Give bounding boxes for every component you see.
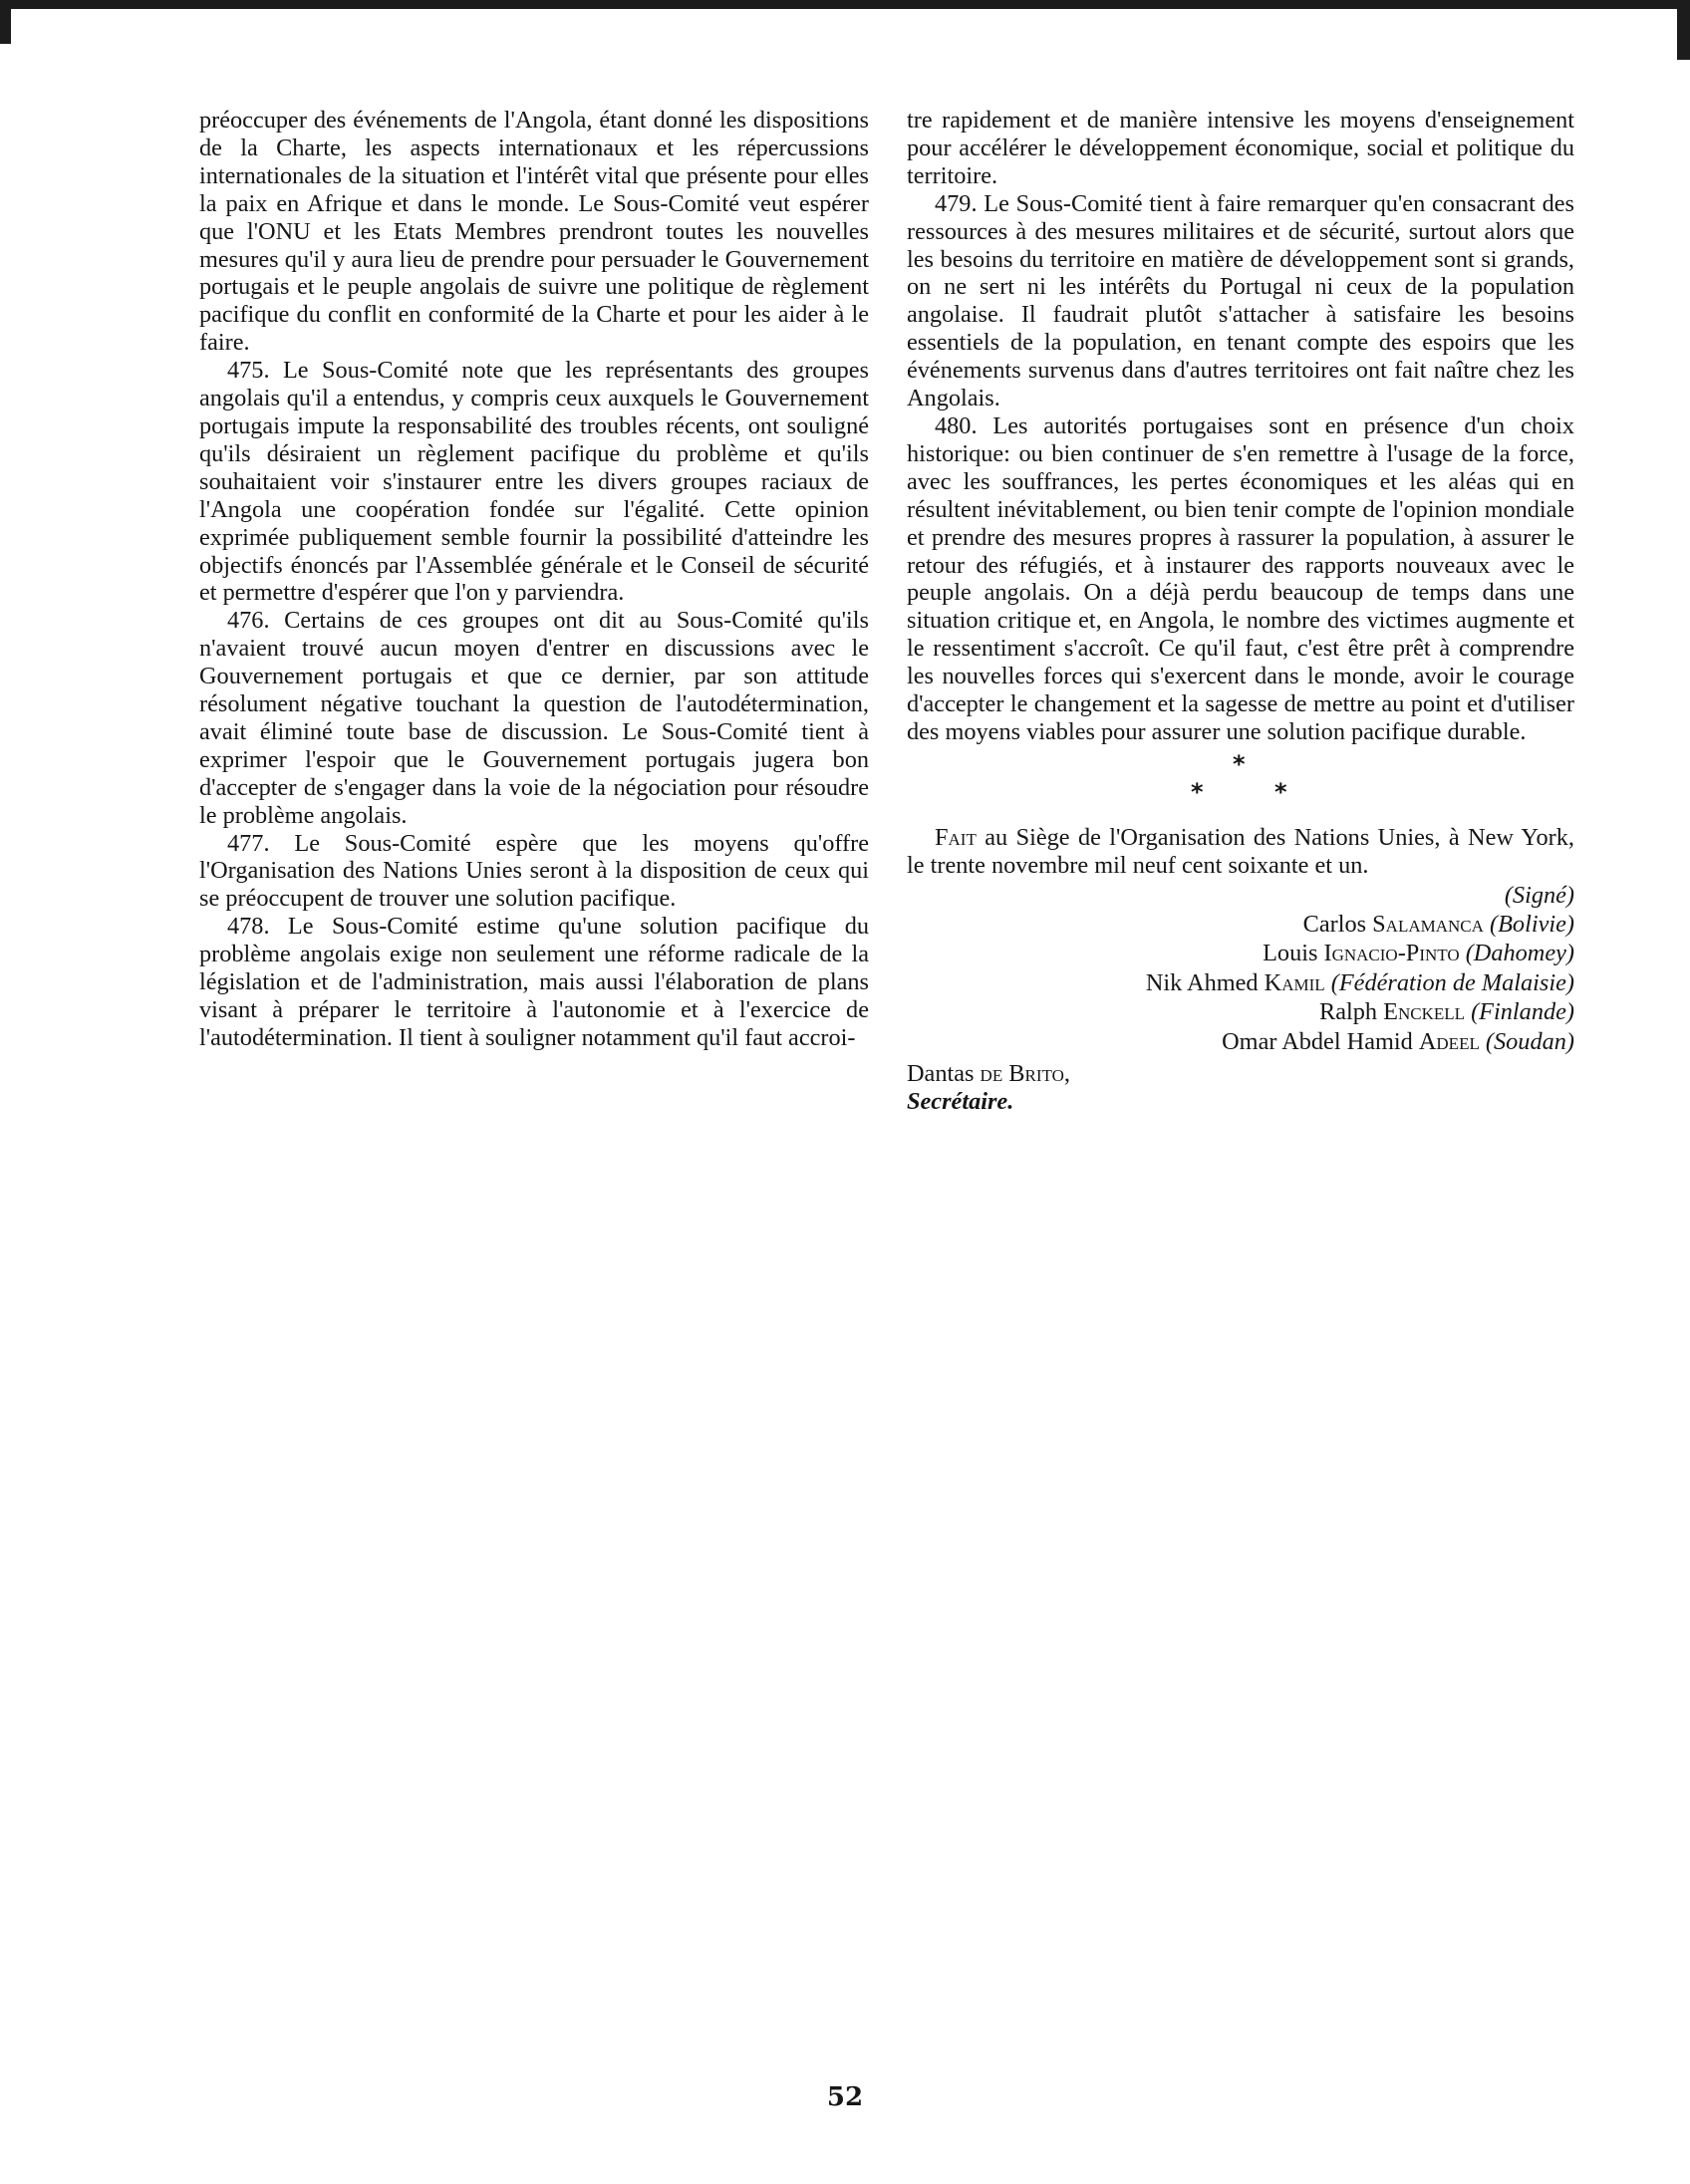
signature-line xyxy=(907,968,1574,998)
asterism-separator xyxy=(907,748,1574,812)
signatory-country: (Finlande) xyxy=(1471,998,1574,1026)
signatory-country: (Bolivie) xyxy=(1490,910,1574,938)
separator-star: * xyxy=(1191,777,1204,806)
signatory-given-name: Ralph xyxy=(1319,998,1384,1026)
signed-label: (Signé) xyxy=(1504,881,1574,909)
signature-line xyxy=(907,939,1574,968)
left-column xyxy=(199,107,869,1052)
secretary-role: Secrétaire. xyxy=(907,1087,1014,1115)
secretary-given-name: Dantas xyxy=(907,1060,981,1088)
secretary-particle: de xyxy=(980,1060,1003,1088)
paragraph-474-continuation: préoccuper des événements de l'Angola, étant donné les dispositions de la Charte, les aspects internationaux et les répercussions internationales de la situation et l'intérêt vital que présente pour elles la paix en Afrique et dans le monde. Le Sous-Comité veut espérer que l'ONU et les Etats Membres prendront toutes les nouvelles mesures qu'il y aura lieu de prendre pour persuader le Gouvernement portugais et le peuple angolais de suivre une politique de règlement pacifique du conflit en conformité de la Charte et pour les aider à le faire. xyxy=(199,107,869,357)
secretary-block xyxy=(907,1060,1574,1116)
signatory-given-name: Nik Ahmed xyxy=(1145,968,1265,996)
signatory-given-name: Louis xyxy=(1263,940,1324,967)
closing-fait: Fait xyxy=(935,823,977,851)
signature-line xyxy=(907,997,1574,1027)
signatory-given-name: Omar Abdel Hamid xyxy=(1222,1027,1419,1055)
paragraph-477: 477. Le Sous-Comité espère que les moyens qu'offre l'Organisation des Nations Unies seront à la disposition de ceux qui se préoccupent de trouver une solution pacifique. xyxy=(199,829,869,913)
secretary-name xyxy=(907,1060,1574,1088)
signature-line xyxy=(907,1027,1574,1057)
paragraph-478: 478. Le Sous-Comité estime qu'une solution pacifique du problème angolais exige non seulement une réforme radicale de la législation et de l'administration, mais aussi l'élaboration de plans visant à préparer le territoire à l'autonomie et à l'exercice de l'autodétermination. Il tient à souligner notamment qu'il faut accroi- xyxy=(199,913,869,1051)
right-column xyxy=(907,107,1574,1116)
signatory-country: (Soudan) xyxy=(1485,1027,1574,1055)
separator-star: * xyxy=(1274,777,1287,806)
closing-statement xyxy=(907,824,1574,880)
signatory-surname: Kamil xyxy=(1264,968,1325,996)
signatory-country: (Dahomey) xyxy=(1465,940,1574,967)
signature-line xyxy=(907,910,1574,940)
signatory-surname: Salamanca xyxy=(1372,910,1484,938)
paragraph-480: 480. Les autorités portugaises sont en présence d'un choix historique: ou bien continuer de s'en remettre à l'usage de la force, avec les souffrances, les pertes économiques et les aléas qui en résultent inévitablement, ou bien tenir compte de l'opinion mondiale et prendre des mesures propres à rassurer la population, à assurer le retour des réfugiés, et à instaurer des rapports nouveaux avec le peuple angolais. On a déjà perdu beaucoup de temps dans une situation critique et, en Angola, le nombre des victimes augmente et le ressentiment s'accroît. Ce qu'il faut, c'est être prêt à comprendre les nouvelles forces qui s'exercent dans le monde, avoir le courage d'accepter le changement et la sagesse de mettre au point et d'utiliser des moyens viables pour assurer une solution pacifique durable. xyxy=(907,411,1574,745)
page-number: 52 xyxy=(826,2082,864,2112)
signatory-surname: Ignacio-Pinto xyxy=(1323,940,1460,967)
secretary-surname: Brito xyxy=(1008,1060,1064,1088)
secretary-suffix: , xyxy=(1063,1060,1070,1088)
separator-star: * xyxy=(1233,749,1246,778)
paragraph-478-continuation: tre rapidement et de manière intensive les moyens d'enseignement pour accélérer le développement économique, social et politique du territoire. xyxy=(907,107,1574,189)
signatory-given-name: Carlos xyxy=(1302,910,1373,938)
paragraph-475: 475. Le Sous-Comité note que les représentants des groupes angolais qu'il a entendus, y compris ceux auxquels le Gouvernement portugais impute la responsabilité des troubles récents, ont souligné qu'ils désiraient un règlement pacifique du problème et qu'ils souhaitaient voir s'instaurer entre les divers groupes raciaux de l'Angola une coopération fondée sur l'égalité. Cette opinion exprimée publiquement semble fournir la possibilité d'atteindre les objectifs énoncés par l'Assemblée générale et le Conseil de sécurité et permettre d'espérer que l'on y parviendra. xyxy=(199,357,869,607)
page-edge-top xyxy=(0,0,1690,9)
signatory-surname: Enckell xyxy=(1383,998,1466,1026)
closing-text: au Siège de l'Organisation des Nations Unies, à New York, le trente novembre mil neuf cent soixante et un. xyxy=(907,823,1574,879)
paragraph-476: 476. Certains de ces groupes ont dit au Sous-Comité qu'ils n'avaient trouvé aucun moyen d'entrer en discussions avec le Gouvernement portugais et que ce dernier, par son attitude résolument négative touchant la question de l'autodétermination, avait éliminé toute base de discussion. Le Sous-Comité tient à exprimer l'espoir que le Gouvernement portugais jugera bon d'accepter de s'engager dans la voie de la négociation pour résoudre le problème angolais. xyxy=(199,607,869,829)
page-edge-right xyxy=(1677,0,1690,60)
page-edge-left xyxy=(0,0,11,44)
signatory-surname: Adeel xyxy=(1418,1027,1480,1055)
paragraph-479: 479. Le Sous-Comité tient à faire remarquer qu'en consacrant des ressources à des mesures militaires et de sécurité, surtout alors que les besoins du territoire en matière de développement sont si grands, on ne sert ni les intérêts du Portugal ni ceux de la population angolaise. Il faudrait plutôt s'attacher à satisfaire les besoins essentiels de la population, en tenant compte des espoirs que les événements survenus dans d'autres territoires ont fait naître chez les Angolais. xyxy=(907,189,1574,412)
signatory-country: (Fédération de Malaisie) xyxy=(1330,968,1574,996)
